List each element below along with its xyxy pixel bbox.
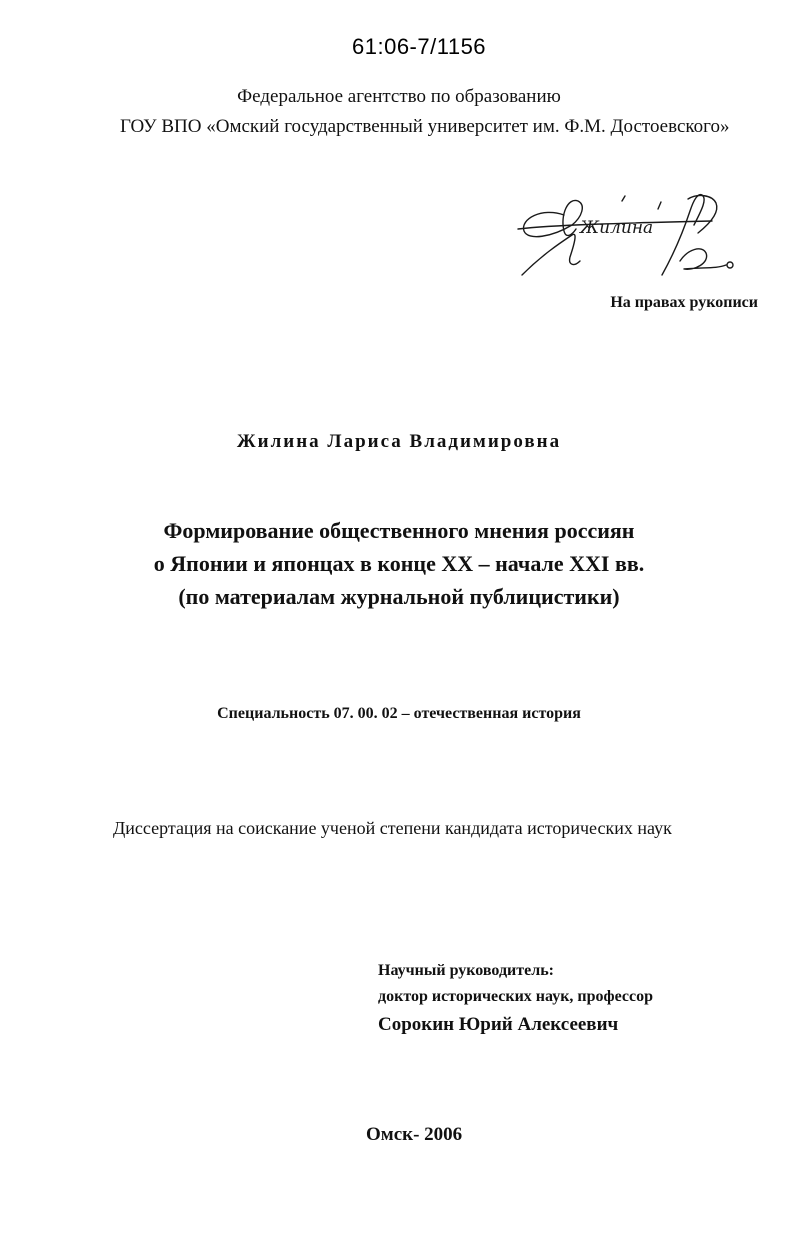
author-name: Жилина Лариса Владимировна — [236, 431, 562, 452]
university-name: ГОУ ВПО «Омский государственный университет им. Ф.М. Достоевского» — [120, 116, 730, 137]
signature-script: Жилина — [580, 218, 654, 238]
signature-stroke — [680, 249, 726, 269]
title-line-1: Формирование общественного мнения россиян — [163, 518, 635, 543]
supervisor-credentials: доктор исторических наук, профессор — [378, 988, 654, 1005]
agency-name: Федеральное агентство по образованию — [237, 86, 561, 107]
city-year: Омск- 2006 — [366, 1124, 463, 1145]
specialty: Специальность 07. 00. 02 – отечественная история — [217, 705, 581, 722]
supervisor-role: Научный руководитель: — [378, 962, 554, 979]
degree-statement: Диссертация на соискание ученой степени кандидата исторических наук — [113, 818, 672, 838]
supervisor-block — [378, 958, 653, 1040]
archive-stamp: 61:06-7/1156 — [352, 34, 487, 59]
title-line-3: (по материалам журнальной публицистики) — [178, 584, 620, 609]
title-line-2: о Японии и японцах в конце XX – начале XXI вв. — [153, 551, 645, 576]
rights-note: На правах рукописи — [610, 294, 758, 311]
supervisor-name: Сорокин Юрий Алексеевич — [378, 1014, 619, 1035]
signature-stroke — [727, 262, 733, 268]
signature-stroke — [688, 196, 717, 233]
signature-stroke — [522, 234, 580, 275]
signature-stroke — [662, 195, 704, 275]
signature-stroke — [622, 196, 625, 201]
signature-stroke — [524, 200, 583, 236]
handwritten-signature — [512, 185, 752, 285]
signature-stroke — [658, 202, 661, 209]
dissertation-title — [0, 514, 798, 613]
